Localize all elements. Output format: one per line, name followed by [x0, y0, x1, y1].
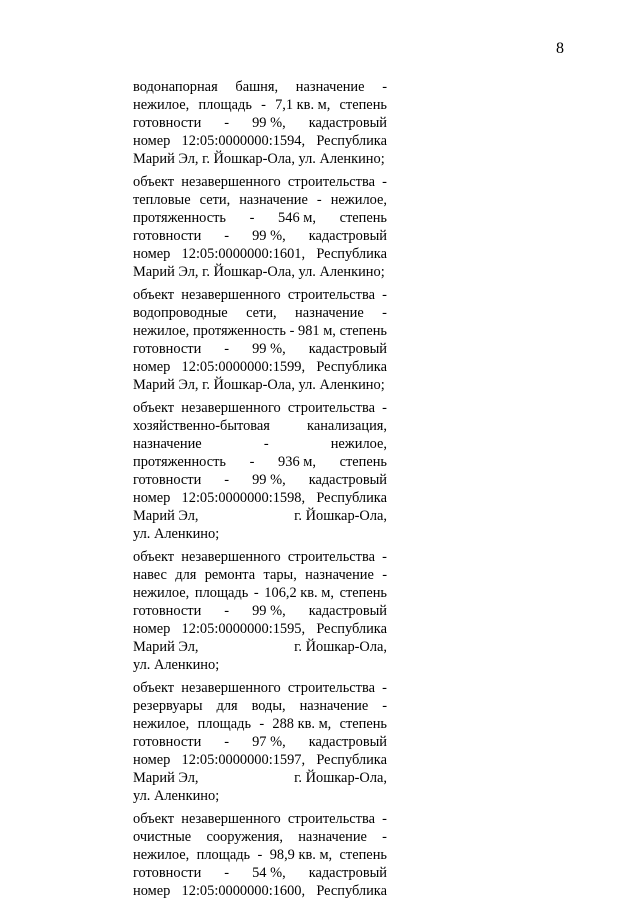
word: нежилое,: [330, 192, 387, 208]
text-line: [133, 78, 387, 96]
text-line: [133, 638, 387, 656]
word: -: [259, 716, 265, 732]
word: башня,: [235, 79, 279, 95]
word: степень: [339, 454, 387, 470]
word: протяженность: [192, 323, 286, 339]
word: незавершенного: [181, 680, 281, 696]
word: кадастровый: [308, 472, 387, 488]
word: Марий Эл,: [133, 770, 199, 786]
word: степень: [339, 97, 387, 113]
word: строительства: [287, 287, 375, 303]
text-line: [133, 787, 387, 805]
word: 99 %,: [252, 115, 286, 131]
word: -: [224, 603, 230, 619]
word: Республика: [316, 246, 387, 262]
word: ул. Аленкино;: [133, 657, 220, 673]
text-line: [133, 602, 387, 620]
word: нежилое,: [133, 716, 190, 732]
text-line: [133, 733, 387, 751]
word: кадастровый: [308, 341, 387, 357]
word: 97 %,: [252, 734, 286, 750]
word: 12:05:0000000:1599,: [181, 359, 306, 375]
word: Марий Эл,: [133, 639, 199, 655]
word: 106,2 кв. м,: [264, 585, 334, 601]
word: тепловые: [133, 192, 191, 208]
word: объект: [133, 400, 175, 416]
word: -: [224, 472, 230, 488]
word: 12:05:0000000:1601,: [181, 246, 306, 262]
word: 99 %,: [252, 228, 286, 244]
word: назначение: [295, 79, 365, 95]
word: кадастровый: [308, 603, 387, 619]
word: объект: [133, 549, 175, 565]
text-line: [133, 769, 387, 787]
word: -: [253, 585, 259, 601]
word: ул. Аленкино;: [133, 788, 220, 804]
text-line: [133, 810, 387, 828]
text-line: [133, 399, 387, 417]
word: канализация,: [307, 418, 387, 434]
word: водопроводные: [133, 305, 228, 321]
word: готовности: [133, 228, 202, 244]
word: незавершенного: [181, 400, 281, 416]
word: номер: [133, 133, 171, 149]
word: объект: [133, 287, 175, 303]
text-line: [133, 435, 387, 453]
word: 99 %,: [252, 472, 286, 488]
word: -: [382, 549, 387, 565]
word: нежилое,: [133, 323, 190, 339]
word: Марий Эл,: [133, 508, 199, 524]
word: 546 м,: [278, 210, 316, 226]
word: -: [316, 192, 322, 208]
text-line: [133, 150, 387, 168]
text-line: [133, 525, 387, 543]
word: Республика: [316, 883, 387, 899]
text-line: [133, 697, 387, 715]
word: Республика: [316, 752, 387, 768]
word: г. Йошкар-Ола,: [294, 770, 387, 786]
word: навес: [133, 567, 167, 583]
word: готовности: [133, 865, 202, 881]
word: -: [382, 567, 387, 583]
word: 99 %,: [252, 603, 286, 619]
word: строительства: [287, 811, 375, 827]
word: 936 м,: [278, 454, 316, 470]
word: площадь: [194, 585, 249, 601]
text-line: [133, 263, 387, 281]
word: 12:05:0000000:1594,: [181, 133, 306, 149]
word: объект: [133, 174, 175, 190]
word: незавершенного: [181, 549, 281, 565]
word: 12:05:0000000:1598,: [181, 490, 306, 506]
text-line: [133, 417, 387, 435]
list-item: [133, 173, 387, 281]
text-line: [133, 114, 387, 132]
word: площадь: [198, 97, 252, 113]
word: -: [382, 79, 387, 95]
word: ул. Аленкино;: [133, 526, 220, 542]
word: номер: [133, 490, 171, 506]
word: назначение: [298, 829, 367, 845]
text-line: [133, 828, 387, 846]
text-line: [133, 507, 387, 525]
word: -: [224, 228, 230, 244]
word: готовности: [133, 472, 202, 488]
word: объект: [133, 680, 175, 696]
word: степень: [339, 585, 387, 601]
word: готовности: [133, 734, 202, 750]
word: строительства: [287, 400, 375, 416]
text-line: [133, 191, 387, 209]
text-line: [133, 209, 387, 227]
word: резервуары: [133, 698, 203, 714]
word: Республика: [316, 621, 387, 637]
text-line: [133, 471, 387, 489]
word: кадастровый: [308, 228, 387, 244]
text-line: [133, 358, 387, 376]
text-line: [133, 656, 387, 674]
text-line: [133, 286, 387, 304]
word: -: [289, 323, 295, 339]
word: 12:05:0000000:1600,: [181, 883, 306, 899]
text-line: [133, 340, 387, 358]
word: степень: [339, 210, 387, 226]
word: 12:05:0000000:1595,: [181, 621, 306, 637]
word: кадастровый: [308, 734, 387, 750]
word: -: [382, 811, 387, 827]
text-line: [133, 846, 387, 864]
word: 12:05:0000000:1597,: [181, 752, 306, 768]
word: 54 %,: [252, 865, 286, 881]
text-line: [133, 96, 387, 114]
text-line: [133, 620, 387, 638]
word: готовности: [133, 341, 202, 357]
word: номер: [133, 621, 171, 637]
word: 981 м,: [298, 323, 336, 339]
word: 7,1 кв. м,: [275, 97, 331, 113]
word: незавершенного: [181, 174, 281, 190]
word: объект: [133, 811, 175, 827]
word: 98,9 кв. м,: [269, 847, 333, 863]
word: сети,: [199, 192, 231, 208]
list-item: [133, 399, 387, 543]
word: -: [382, 305, 387, 321]
word: -: [224, 865, 230, 881]
word: Республика: [316, 359, 387, 375]
word: -: [382, 829, 387, 845]
text-line: [133, 376, 387, 394]
word: назначение: [295, 305, 364, 321]
word: незавершенного: [181, 287, 281, 303]
word: хозяйственно-бытовая: [133, 418, 270, 434]
word: степень: [339, 716, 387, 732]
word: сооружения,: [206, 829, 283, 845]
text-line: [133, 751, 387, 769]
word: водонапорная: [133, 79, 218, 95]
word: нежилое,: [330, 436, 387, 452]
word: кадастровый: [308, 865, 387, 881]
text-line: [133, 132, 387, 150]
text-line: [133, 882, 387, 900]
text-line: [133, 566, 387, 584]
word: строительства: [287, 174, 375, 190]
word: 99 %,: [252, 341, 286, 357]
word: -: [224, 115, 230, 131]
text-line: [133, 548, 387, 566]
text-line: [133, 304, 387, 322]
text-line: [133, 489, 387, 507]
word: степень: [339, 847, 387, 863]
document-body: [133, 78, 387, 905]
word: степень: [339, 323, 387, 339]
word: -: [261, 97, 266, 113]
word: -: [257, 847, 263, 863]
word: очистные: [133, 829, 192, 845]
word: -: [382, 174, 387, 190]
list-item: [133, 810, 387, 900]
word: -: [382, 400, 387, 416]
word: номер: [133, 246, 171, 262]
word: -: [382, 680, 387, 696]
word: г. Йошкар-Ола,: [294, 639, 387, 655]
text-line: [133, 453, 387, 471]
word: -: [224, 734, 230, 750]
word: -: [249, 454, 255, 470]
text-line: [133, 245, 387, 263]
text-line: [133, 864, 387, 882]
list-item: [133, 78, 387, 168]
word: площадь: [196, 847, 251, 863]
word: готовности: [133, 115, 202, 131]
word: номер: [133, 752, 171, 768]
word: -: [224, 341, 230, 357]
word: ремонта: [204, 567, 256, 583]
word: нежилое,: [133, 847, 190, 863]
word: строительства: [287, 680, 375, 696]
word: для: [175, 567, 197, 583]
text-line: [133, 584, 387, 602]
word: Республика: [316, 490, 387, 506]
word: -: [382, 698, 387, 714]
page-number: 8: [556, 40, 564, 57]
word: 288 кв. м,: [272, 716, 332, 732]
list-item: [133, 548, 387, 674]
word: протяженность: [133, 454, 226, 470]
word: Марий Эл, г. Йошкар-Ола, ул. Аленкино;: [133, 151, 385, 167]
word: нежилое,: [133, 97, 190, 113]
word: строительства: [287, 549, 375, 565]
word: тары,: [263, 567, 297, 583]
word: готовности: [133, 603, 202, 619]
word: назначение: [299, 698, 369, 714]
word: воды,: [251, 698, 286, 714]
word: г. Йошкар-Ола,: [294, 508, 387, 524]
word: площадь: [197, 716, 252, 732]
word: Республика: [316, 133, 387, 149]
word: для: [216, 698, 238, 714]
word: Марий Эл, г. Йошкар-Ола, ул. Аленкино;: [133, 377, 385, 393]
word: сети,: [246, 305, 277, 321]
word: номер: [133, 883, 171, 899]
list-item: [133, 679, 387, 805]
word: -: [263, 436, 269, 452]
word: назначение: [133, 436, 202, 452]
word: номер: [133, 359, 171, 375]
word: протяженность: [133, 210, 226, 226]
word: -: [382, 287, 387, 303]
word: Марий Эл, г. Йошкар-Ола, ул. Аленкино;: [133, 264, 385, 280]
text-line: [133, 322, 387, 340]
word: назначение: [239, 192, 308, 208]
text-line: [133, 227, 387, 245]
word: кадастровый: [308, 115, 387, 131]
word: назначение: [305, 567, 374, 583]
word: незавершенного: [181, 811, 281, 827]
word: нежилое,: [133, 585, 190, 601]
text-line: [133, 173, 387, 191]
text-line: [133, 679, 387, 697]
text-line: [133, 715, 387, 733]
word: -: [249, 210, 255, 226]
list-item: [133, 286, 387, 394]
